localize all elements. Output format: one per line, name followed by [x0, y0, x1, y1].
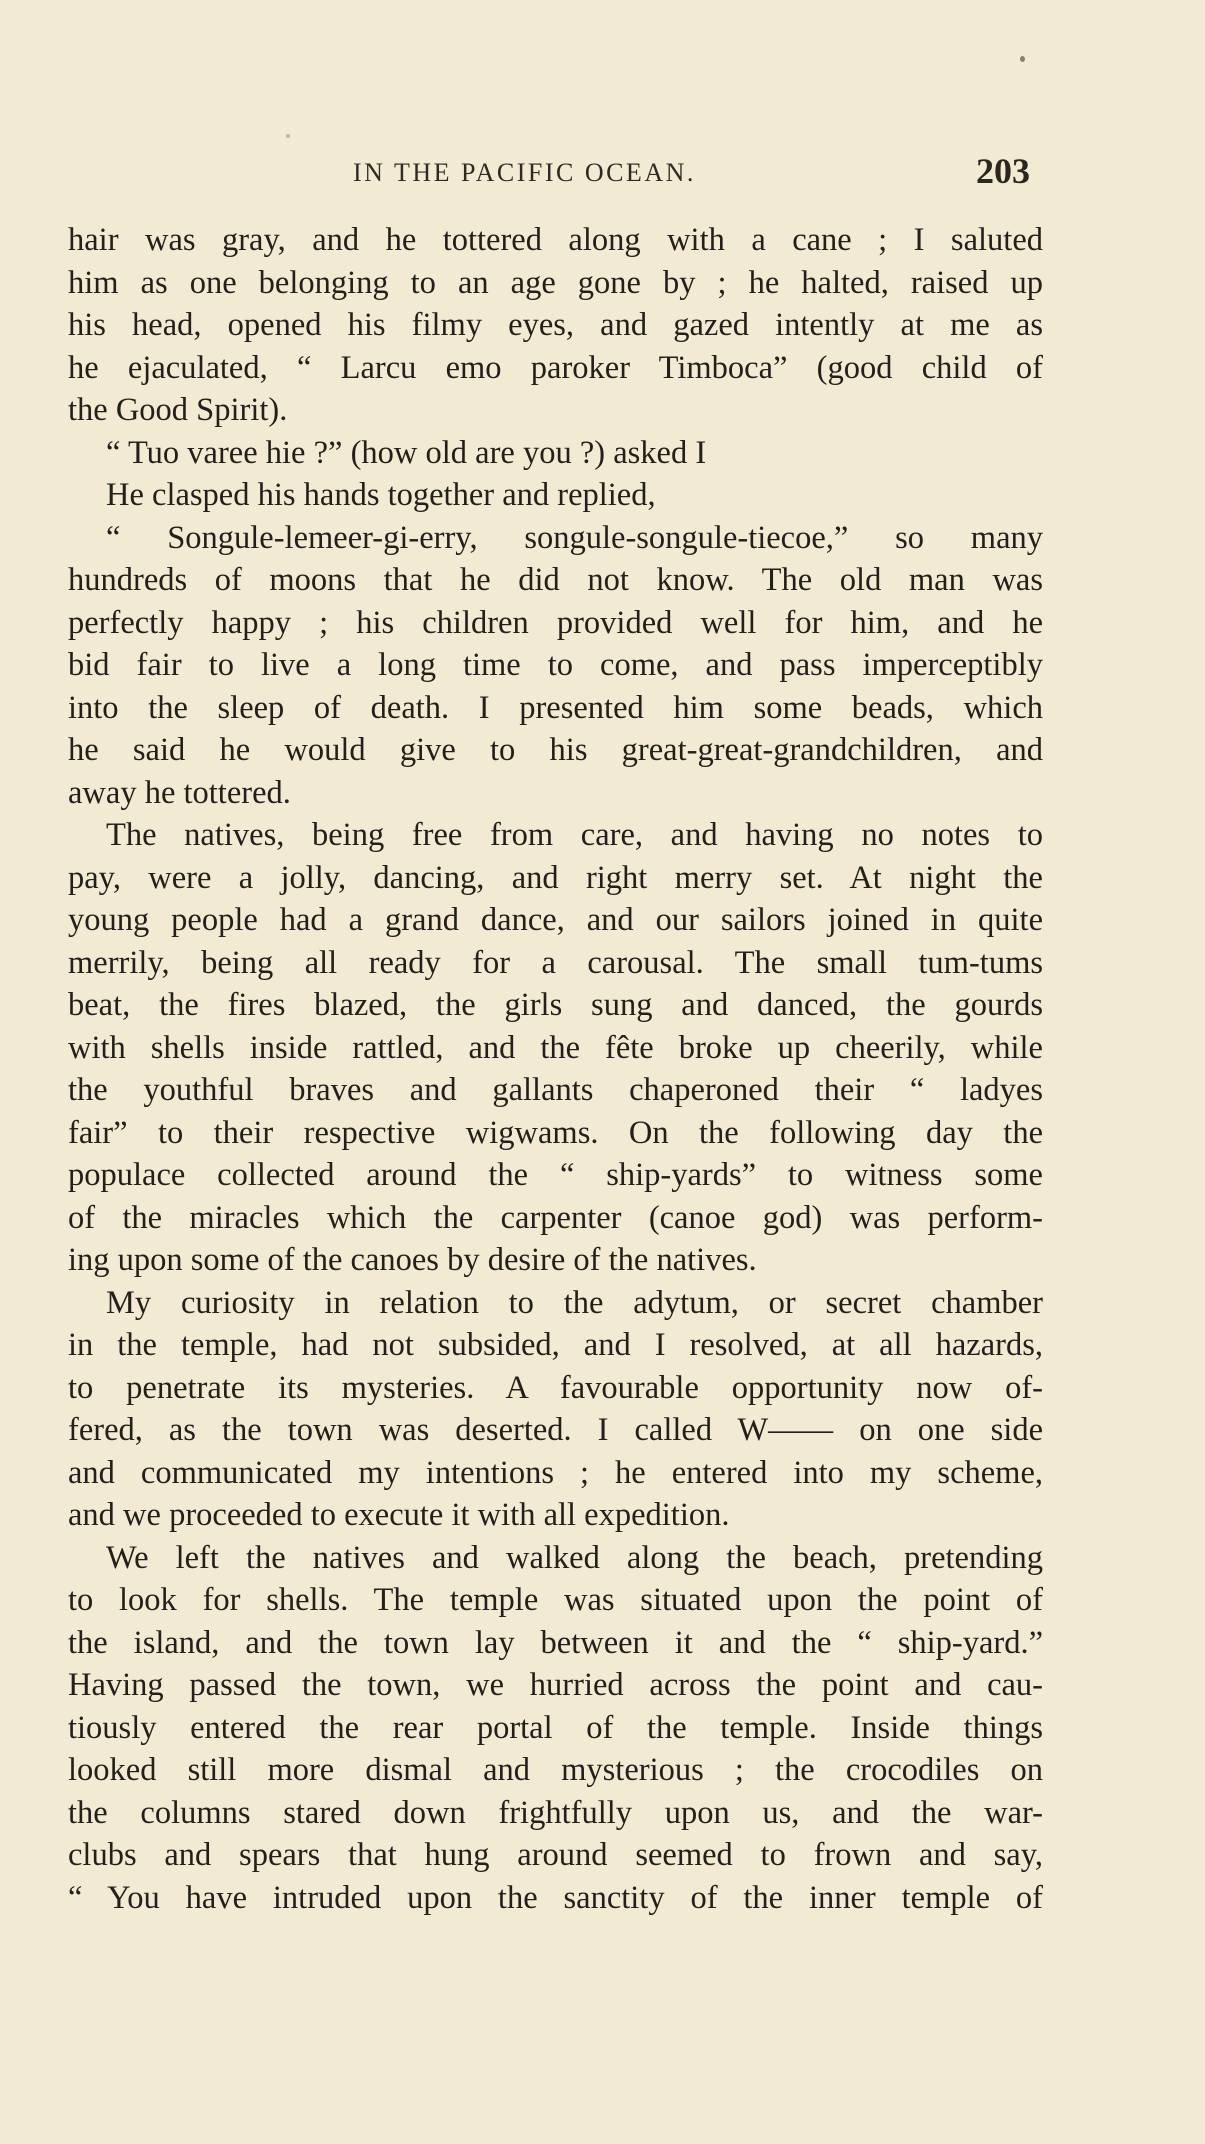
text-line: hair was gray, and he tottered along with a cane ; I saluted [68, 222, 1043, 258]
text-line: he said he would give to his great-great-grandchildren, and [68, 732, 1043, 768]
text-line: “ Songule-lemeer-gi-erry, songule-songule-tiecoe,” so many [106, 519, 1043, 556]
text-line: “ You have intruded upon the sanctity of the inner temple of [68, 1879, 1043, 1916]
body-text [68, 219, 1043, 1919]
page-number: 203 [976, 151, 1030, 191]
text-line: fered, as the town was deserted. I called W—— on one side [68, 1412, 1043, 1448]
text-line: beat, the fires blazed, the girls sung and danced, the gourds [68, 987, 1043, 1023]
text-line: the youthful braves and gallants chaperoned their “ ladyes [68, 1072, 1043, 1108]
text-line: Having passed the town, we hurried across the point and cau- [68, 1667, 1043, 1703]
text-line: tiously entered the rear portal of the temple. Inside things [68, 1709, 1043, 1746]
text-line: he ejaculated, “ Larcu emo paroker Timboca” (good child of [68, 349, 1043, 386]
text-line: We left the natives and walked along the beach, pretending [106, 1539, 1043, 1576]
text-line: the columns stared down frightfully upon us, and the war- [68, 1794, 1043, 1831]
text-line: looked still more dismal and mysterious ; the crocodiles on [68, 1752, 1043, 1788]
text-line: ing upon some of the canoes by desire of the natives. [68, 1242, 757, 1278]
text-line: of the miracles which the carpenter (canoe god) was perform- [68, 1199, 1043, 1236]
text-line: into the sleep of death. I presented him some beads, which [68, 689, 1043, 726]
text-line: My curiosity in relation to the adytum, or secret chamber [106, 1284, 1043, 1321]
text-line: and we proceeded to execute it with all expedition. [68, 1497, 730, 1533]
text-line: and communicated my intentions ; he entered into my scheme, [68, 1454, 1043, 1491]
paper-speck [1020, 56, 1025, 62]
text-line: fair” to their respective wigwams. On the following day the [68, 1114, 1043, 1151]
text-line: to look for shells. The temple was situated upon the point of [68, 1582, 1043, 1618]
text-line: pay, were a jolly, dancing, and right merry set. At night the [68, 859, 1043, 896]
text-line: clubs and spears that hung around seemed to frown and say, [68, 1837, 1043, 1873]
page-header [0, 150, 1205, 190]
text-line: him as one belonging to an age gone by ; he halted, raised up [68, 264, 1043, 301]
text-line: He clasped his hands together and replied, [106, 477, 656, 513]
text-line: the island, and the town lay between it and the “ ship-yard.” [68, 1624, 1043, 1661]
text-line: merrily, being all ready for a carousal. The small tum-tums [68, 944, 1043, 981]
text-line: hundreds of moons that he did not know. The old man was [68, 562, 1043, 598]
text-line: “ Tuo varee hie ?” (how old are you ?) asked I [106, 434, 707, 471]
text-line: the Good Spirit). [68, 392, 288, 428]
text-line: with shells inside rattled, and the fête broke up cheerily, while [68, 1029, 1043, 1066]
text-line: perfectly happy ; his children provided well for him, and he [68, 604, 1043, 641]
text-line: bid fair to live a long time to come, and pass imperceptibly [68, 647, 1043, 683]
text-line: The natives, being free from care, and having no notes to [106, 817, 1043, 853]
text-line: populace collected around the “ ship-yards” to witness some [68, 1157, 1043, 1193]
text-line: young people had a grand dance, and our sailors joined in quite [68, 902, 1043, 938]
text-line: his head, opened his filmy eyes, and gazed intently at me as [68, 307, 1043, 343]
text-line: to penetrate its mysteries. A favourable opportunity now of- [68, 1369, 1043, 1406]
running-head: IN THE PACIFIC OCEAN. [353, 158, 696, 187]
text-line: away he tottered. [68, 774, 291, 811]
text-line: in the temple, had not subsided, and I resolved, at all hazards, [68, 1327, 1043, 1363]
paper-speck [286, 134, 290, 138]
